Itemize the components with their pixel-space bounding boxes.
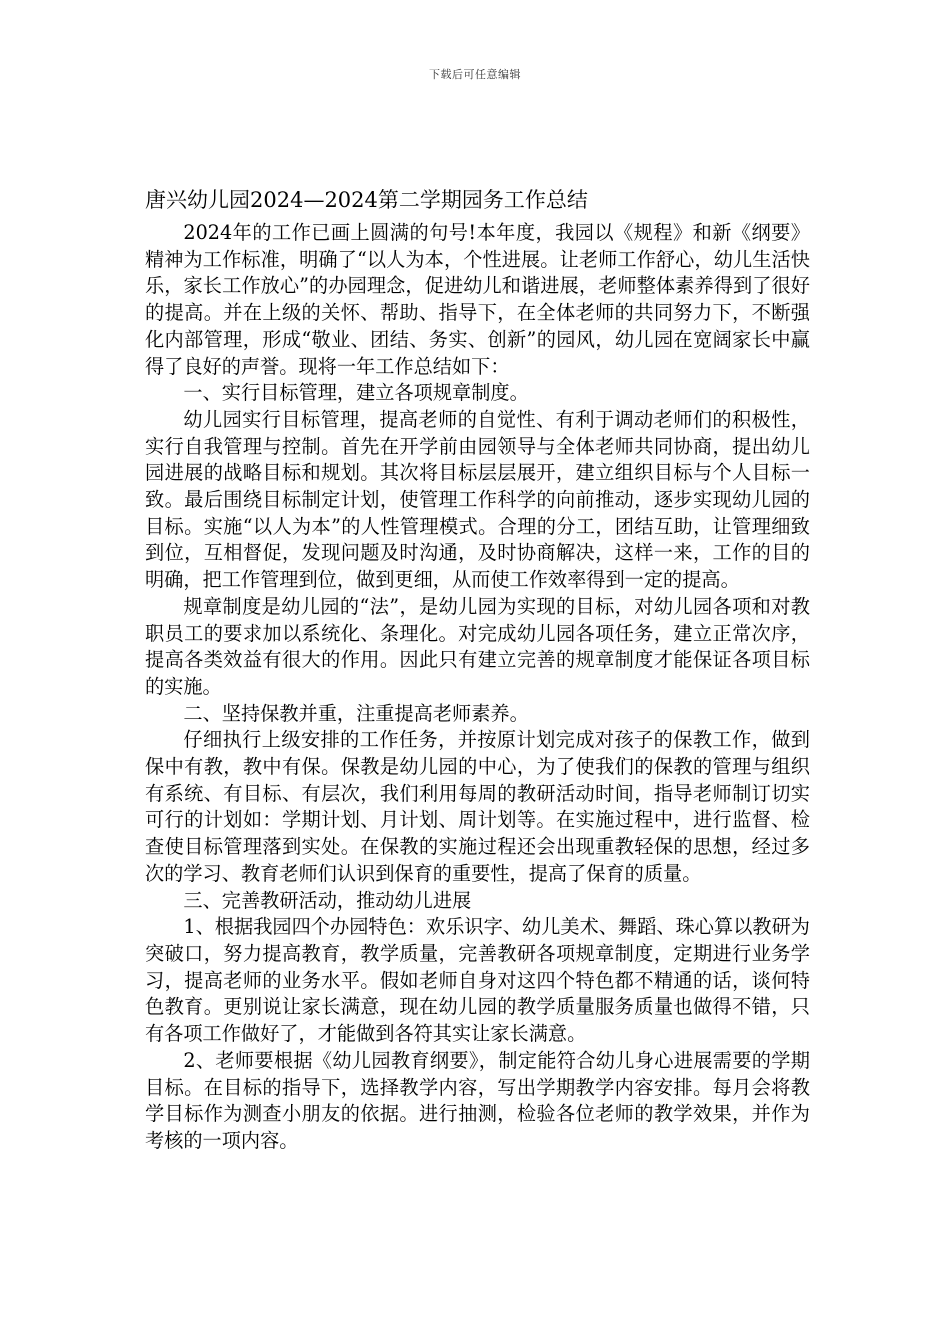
paragraph-intro: 2024年的工作已画上圆满的句号!本年度，我园以《规程》和新《纲要》精神为工作标准，明确了“以人为本，个性进展。让老师工作舒心，幼儿生活快乐，家长工作放心”的办园理念，促进幼儿和谐进展，老师整体素养得到了很好的提高。并在上级的关怀、帮助、指导下，在全体老师的共同努力下，不断强化内部管理，形成“敬业、团结、务实、创新”的园风，幼儿园在宽阔家长中赢得了良好的声誉。现将一年工作总结如下： xyxy=(145,221,810,378)
section-heading-2: 二、坚持保教并重，注重提高老师素养。 xyxy=(183,701,529,725)
section-heading-1: 一、实行目标管理，建立各项规章制度。 xyxy=(183,381,529,405)
section-heading-3: 三、完善教研活动，推动幼儿进展 xyxy=(183,888,472,912)
paragraph-rules: 规章制度是幼儿园的“法”，是幼儿园为实现的目标，对幼儿园各项和对教职员工的要求加以系统化、条理化。对完成幼儿园各项任务，建立正常次序，提高各类效益有很大的作用。因此只有建立完善的规章制度才能保证各项目标的实施。 xyxy=(145,594,810,698)
page-header-note: 下载后可任意编辑 xyxy=(429,68,521,81)
paragraph-item-1: 1、根据我园四个办园特色：欢乐识字、幼儿美术、舞蹈、珠心算以教研为突破口，努力提高教育，教学质量，完善教研各项规章制度，定期进行业务学习，提高老师的业务水平。假如老师自身对这四个特色都不精通的话，谈何特色教育。更别说让家长满意，现在幼儿园的教学质量服务质量也做得不错，只有各项工作做好了，才能做到各符其实让家长满意。 xyxy=(145,915,810,1046)
document-title: 唐兴幼儿园2024—2024第二学期园务工作总结 xyxy=(145,188,588,212)
document-body xyxy=(145,184,810,1155)
paragraph-care-education: 仔细执行上级安排的工作任务，并按原计划完成对孩子的保教工作，做到保中有教，教中有保。保教是幼儿园的中心，为了使我们的保教的管理与组织有系统、有目标、有层次，我们利用每周的教研活动时间，指导老师制订切实可行的计划如：学期计划、月计划、周计划等。在实施过程中，进行监督、检查使目标管理落到实处。在保教的实施过程还会出现重教轻保的思想，经过多次的学习、教育老师们认识到保育的重要性，提高了保育的质量。 xyxy=(145,728,810,885)
paragraph-target-management: 幼儿园实行目标管理，提高老师的自觉性、有利于调动老师们的积极性，实行自我管理与控制。首先在开学前由园领导与全体老师共同协商，提出幼儿园进展的战略目标和规划。其次将目标层层展开，建立组织目标与个人目标一致。最后围绕目标制定计划，使管理工作科学的向前推动，逐步实现幼儿园的目标。实施“以人为本”的人性管理模式。合理的分工，团结互助，让管理细致到位，互相督促，发现问题及时沟通，及时协商解决，这样一来，工作的目的明确，把工作管理到位，做到更细，从而使工作效率得到一定的提高。 xyxy=(145,407,810,592)
paragraph-item-2: 2、老师要根据《幼儿园教育纲要》，制定能符合幼儿身心进展需要的学期目标。在目标的指导下，选择教学内容，写出学期教学内容安排。每月会将教学目标作为测查小朋友的依据。进行抽测，检验各位老师的教学效果，并作为考核的一项内容。 xyxy=(145,1048,810,1152)
